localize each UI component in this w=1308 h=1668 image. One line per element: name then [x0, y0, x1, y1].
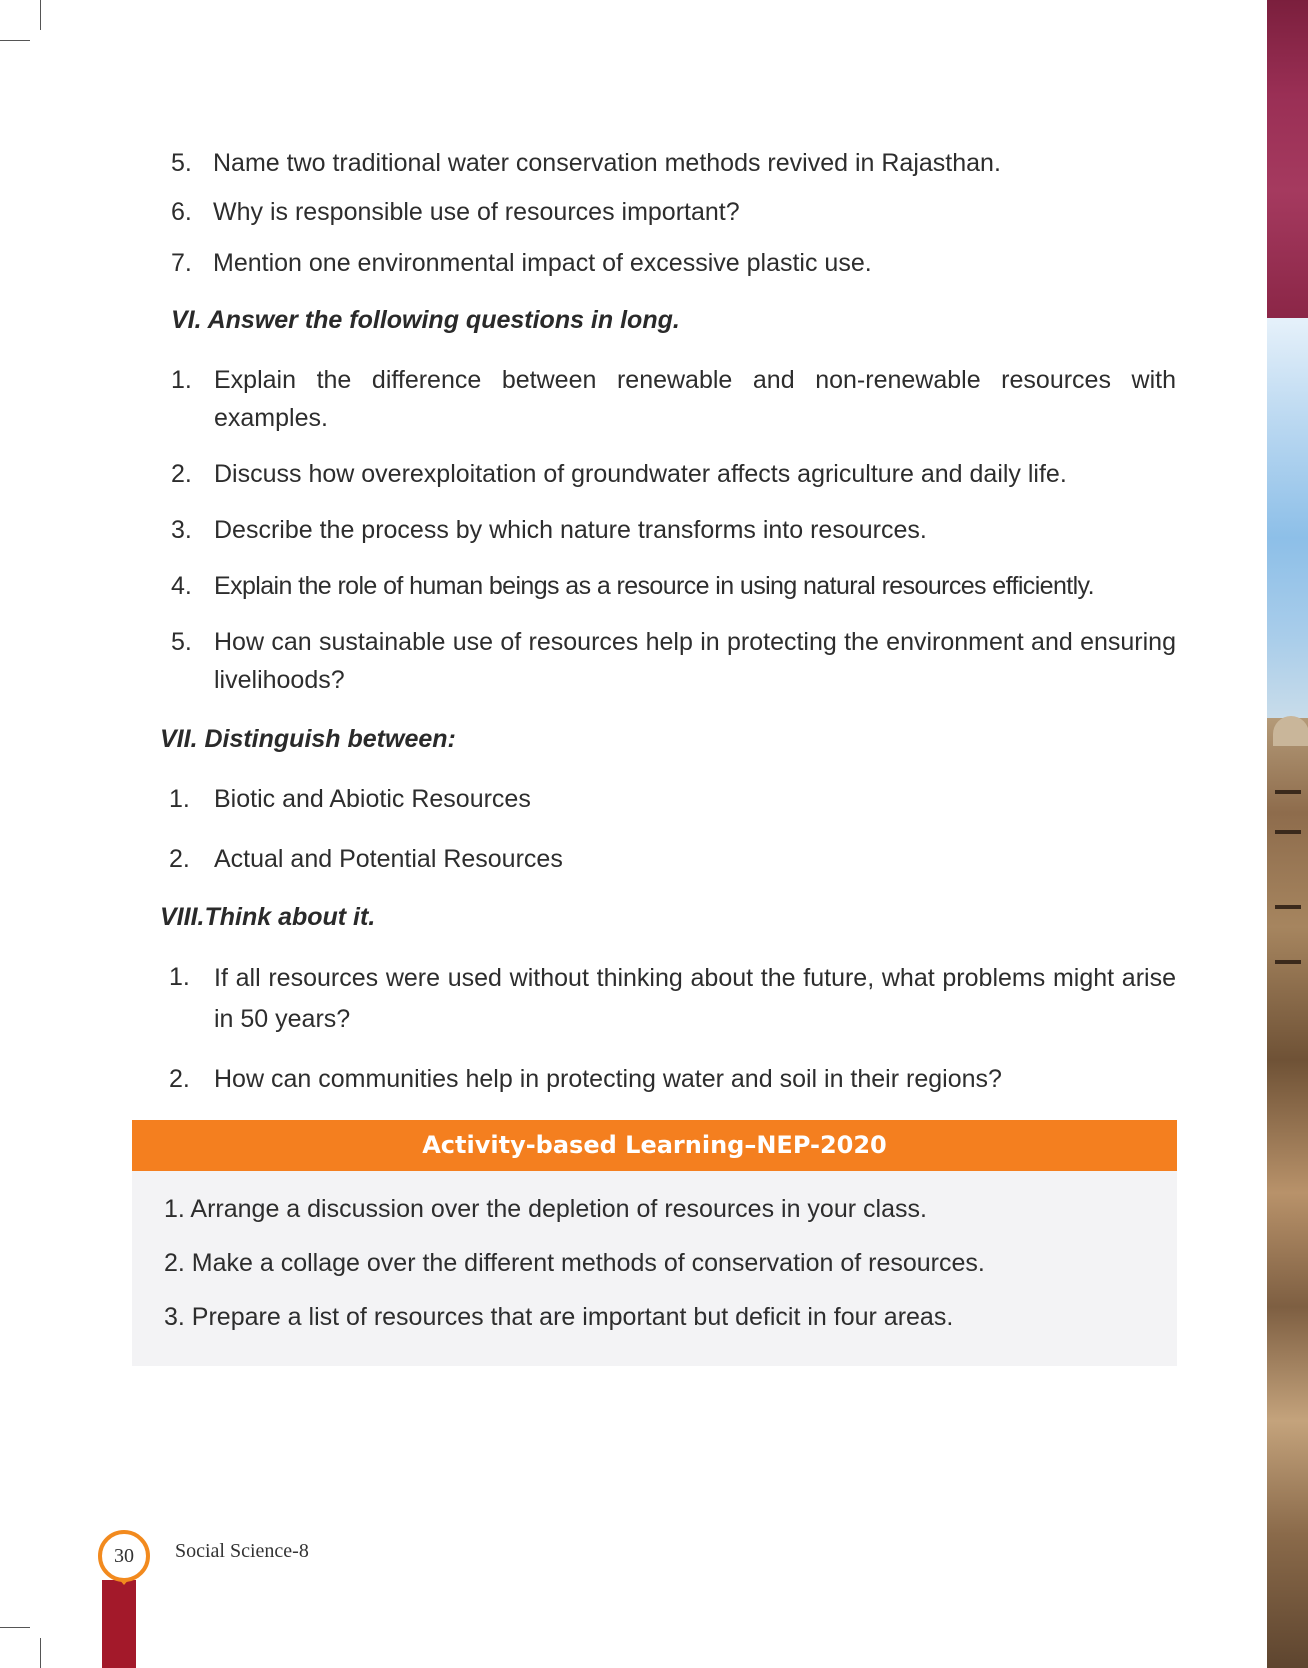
question-text: Describe the process by which nature transforms into resources. — [214, 516, 927, 544]
question-number: 2. — [169, 845, 190, 873]
question-text: Name two traditional water conservation methods revived in Rajasthan. — [213, 149, 1001, 177]
question-number: 1. — [169, 785, 190, 813]
question-number: 6. — [171, 198, 192, 226]
activity-item: 1. Arrange a discussion over the depletion of resources in your class. — [164, 1195, 927, 1223]
question-text: Explain the role of human beings as a resource in using natural resources efficiently. — [214, 572, 1094, 600]
section-heading-long-answer: VI. Answer the following questions in long. — [171, 306, 680, 334]
question-number: 2. — [169, 1065, 190, 1093]
activity-item: 2. Make a collage over the different methods of conservation of resources. — [164, 1249, 985, 1277]
strip-window — [1275, 790, 1301, 794]
footer-ribbon — [102, 1580, 136, 1668]
question-text: Actual and Potential Resources — [214, 845, 563, 873]
question-text: How can communities help in protecting water and soil in their regions? — [214, 1065, 1002, 1093]
strip-sky — [1267, 318, 1308, 718]
decorative-photo-strip — [1267, 0, 1308, 1668]
question-number: 3. — [171, 516, 192, 544]
question-number: 2. — [171, 460, 192, 488]
question-number: 1. — [171, 366, 192, 394]
question-text: Why is responsible use of resources important? — [213, 198, 740, 226]
activity-header: Activity-based Learning–NEP-2020 — [132, 1120, 1177, 1171]
question-number: 1. — [169, 963, 190, 991]
activity-item: 3. Prepare a list of resources that are important but deficit in four areas. — [164, 1303, 954, 1331]
question-text: If all resources were used without thinking about the future, what problems might arise in 50 years? — [214, 964, 1176, 1033]
question-text: How can sustainable use of resources help in protecting the environment and ensuring livelihoods? — [214, 628, 1176, 694]
section-heading-think: VIII.Think about it. — [160, 903, 376, 931]
section-heading-distinguish: VII. Distinguish between: — [160, 725, 456, 753]
strip-dome — [1273, 716, 1308, 746]
question-text: Mention one environmental impact of excessive plastic use. — [213, 249, 872, 277]
question-number: 7. — [171, 249, 192, 277]
strip-fort-image — [1267, 718, 1308, 1668]
question-number: 4. — [171, 572, 192, 600]
strip-window — [1275, 905, 1301, 909]
question-text: Biotic and Abiotic Resources — [214, 785, 531, 813]
page-number: 30 — [98, 1530, 150, 1582]
question-number: 5. — [171, 149, 192, 177]
strip-maroon-band — [1267, 0, 1308, 318]
question-text: Explain the difference between renewable and non-renewable resources with examples. — [214, 366, 1176, 432]
book-title: Social Science-8 — [175, 1540, 309, 1562]
question-number: 5. — [171, 628, 192, 656]
strip-window — [1275, 960, 1301, 964]
strip-window — [1275, 830, 1301, 834]
question-text: Discuss how overexploitation of groundwater affects agriculture and daily life. — [214, 460, 1067, 488]
